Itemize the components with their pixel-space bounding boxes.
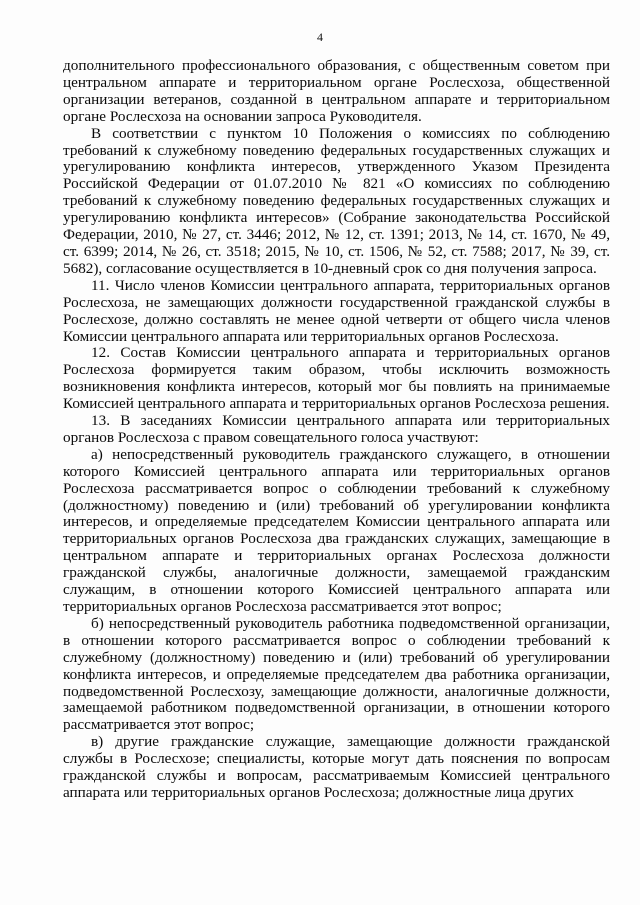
paragraph-subitem-a: а) непосредственный руководитель гражданского служащего, в отношении которого Комиссией центрального аппарата или территориальных органов Рослесхоза рассматривается вопрос о соблюдении требований к служебному (должностному) поведению и (или) требований об урегулировании конфликта интересов, и определяемые председателем Комиссии центрального аппарата или территориальных органов Рослесхоза два гражданских служащих, замещающие в центральном аппарате и территориальных органах Рослесхоза должности гражданской службы, аналогичные должности, замещаемой гражданским служащим, в отношении которого Комиссией центрального аппарата или территориальных органов Рослесхоза рассматривается этот вопрос;: [63, 445, 610, 615]
paragraph-item-11: 11. Число членов Комиссии центрального аппарата, территориальных органов Рослесхоза, не замещающих должности государственной гражданской службы в Рослесхозе, должно составлять не менее одной четверти от общего числа членов Комиссии центрального аппарата или территориальных органов Рослесхоза.: [63, 276, 610, 345]
paragraph-item-12: 12. Состав Комиссии центрального аппарата и территориальных органов Рослесхоза формируется таким образом, чтобы исключить возможность возникновения конфликта интересов, который мог бы повлиять на принимаемые Комиссией центрального аппарата и территориальных органов Рослесхоза решения.: [63, 344, 610, 413]
paragraph-continuation: дополнительного профессионального образования, с общественным советом при центральном аппарате и территориальном органе Рослесхоза, общественной организации ветеранов, созданной в центральном аппарате и территориальном органе Рослесхоза на основании запроса Руководителя.: [63, 57, 610, 125]
document-body: [63, 58, 610, 802]
page-number: 4: [317, 30, 323, 44]
paragraph-approval-procedure: В соответствии с пунктом 10 Положения о комиссиях по соблюдению требований к служебному поведению федеральных государственных служащих и урегулированию конфликта интересов, утвержденного Указом Президента Российской Федерации от 01.07.2010 № 821 «О комиссиях по соблюдению требований к служебному поведению федеральных государственных служащих и урегулированию конфликта интересов» (Собрание законодательства Российской Федерации, 2010, № 27, ст. 3446; 2012, № 12, ст. 1391; 2013, № 14, ст. 1670, № 49, ст. 6399; 2014, № 26, ст. 3518; 2015, № 10, ст. 1506, № 52, ст. 7588; 2017, № 39, ст. 5682), согласование осуществляется в 10-дневный срок со дня получения запроса.: [63, 124, 610, 277]
paragraph-subitem-b: б) непосредственный руководитель работника подведомственной организации, в отношении которого рассматривается вопрос о соблюдении требований к служебному (должностному) поведению и (или) требований об урегулировании конфликта интересов, и определяемые председателем два работника организации, подведомственной Рослесхозу, замещающие должности, аналогичные должности, замещаемой работником подведомственной организации, в отношении которого рассматривается этот вопрос;: [63, 614, 610, 734]
paragraph-item-13: 13. В заседаниях Комиссии центрального аппарата или территориальных органов Рослесхоза с правом совещательного голоса участвуют:: [63, 412, 610, 446]
paragraph-subitem-v: в) другие гражданские служащие, замещающие должности гражданской службы в Рослесхозе; специалисты, которые могут дать пояснения по вопросам гражданской службы и вопросам, рассматриваемым Комиссией центрального аппарата или территориальных органов Рослесхоза; должностные лица других: [63, 733, 610, 801]
